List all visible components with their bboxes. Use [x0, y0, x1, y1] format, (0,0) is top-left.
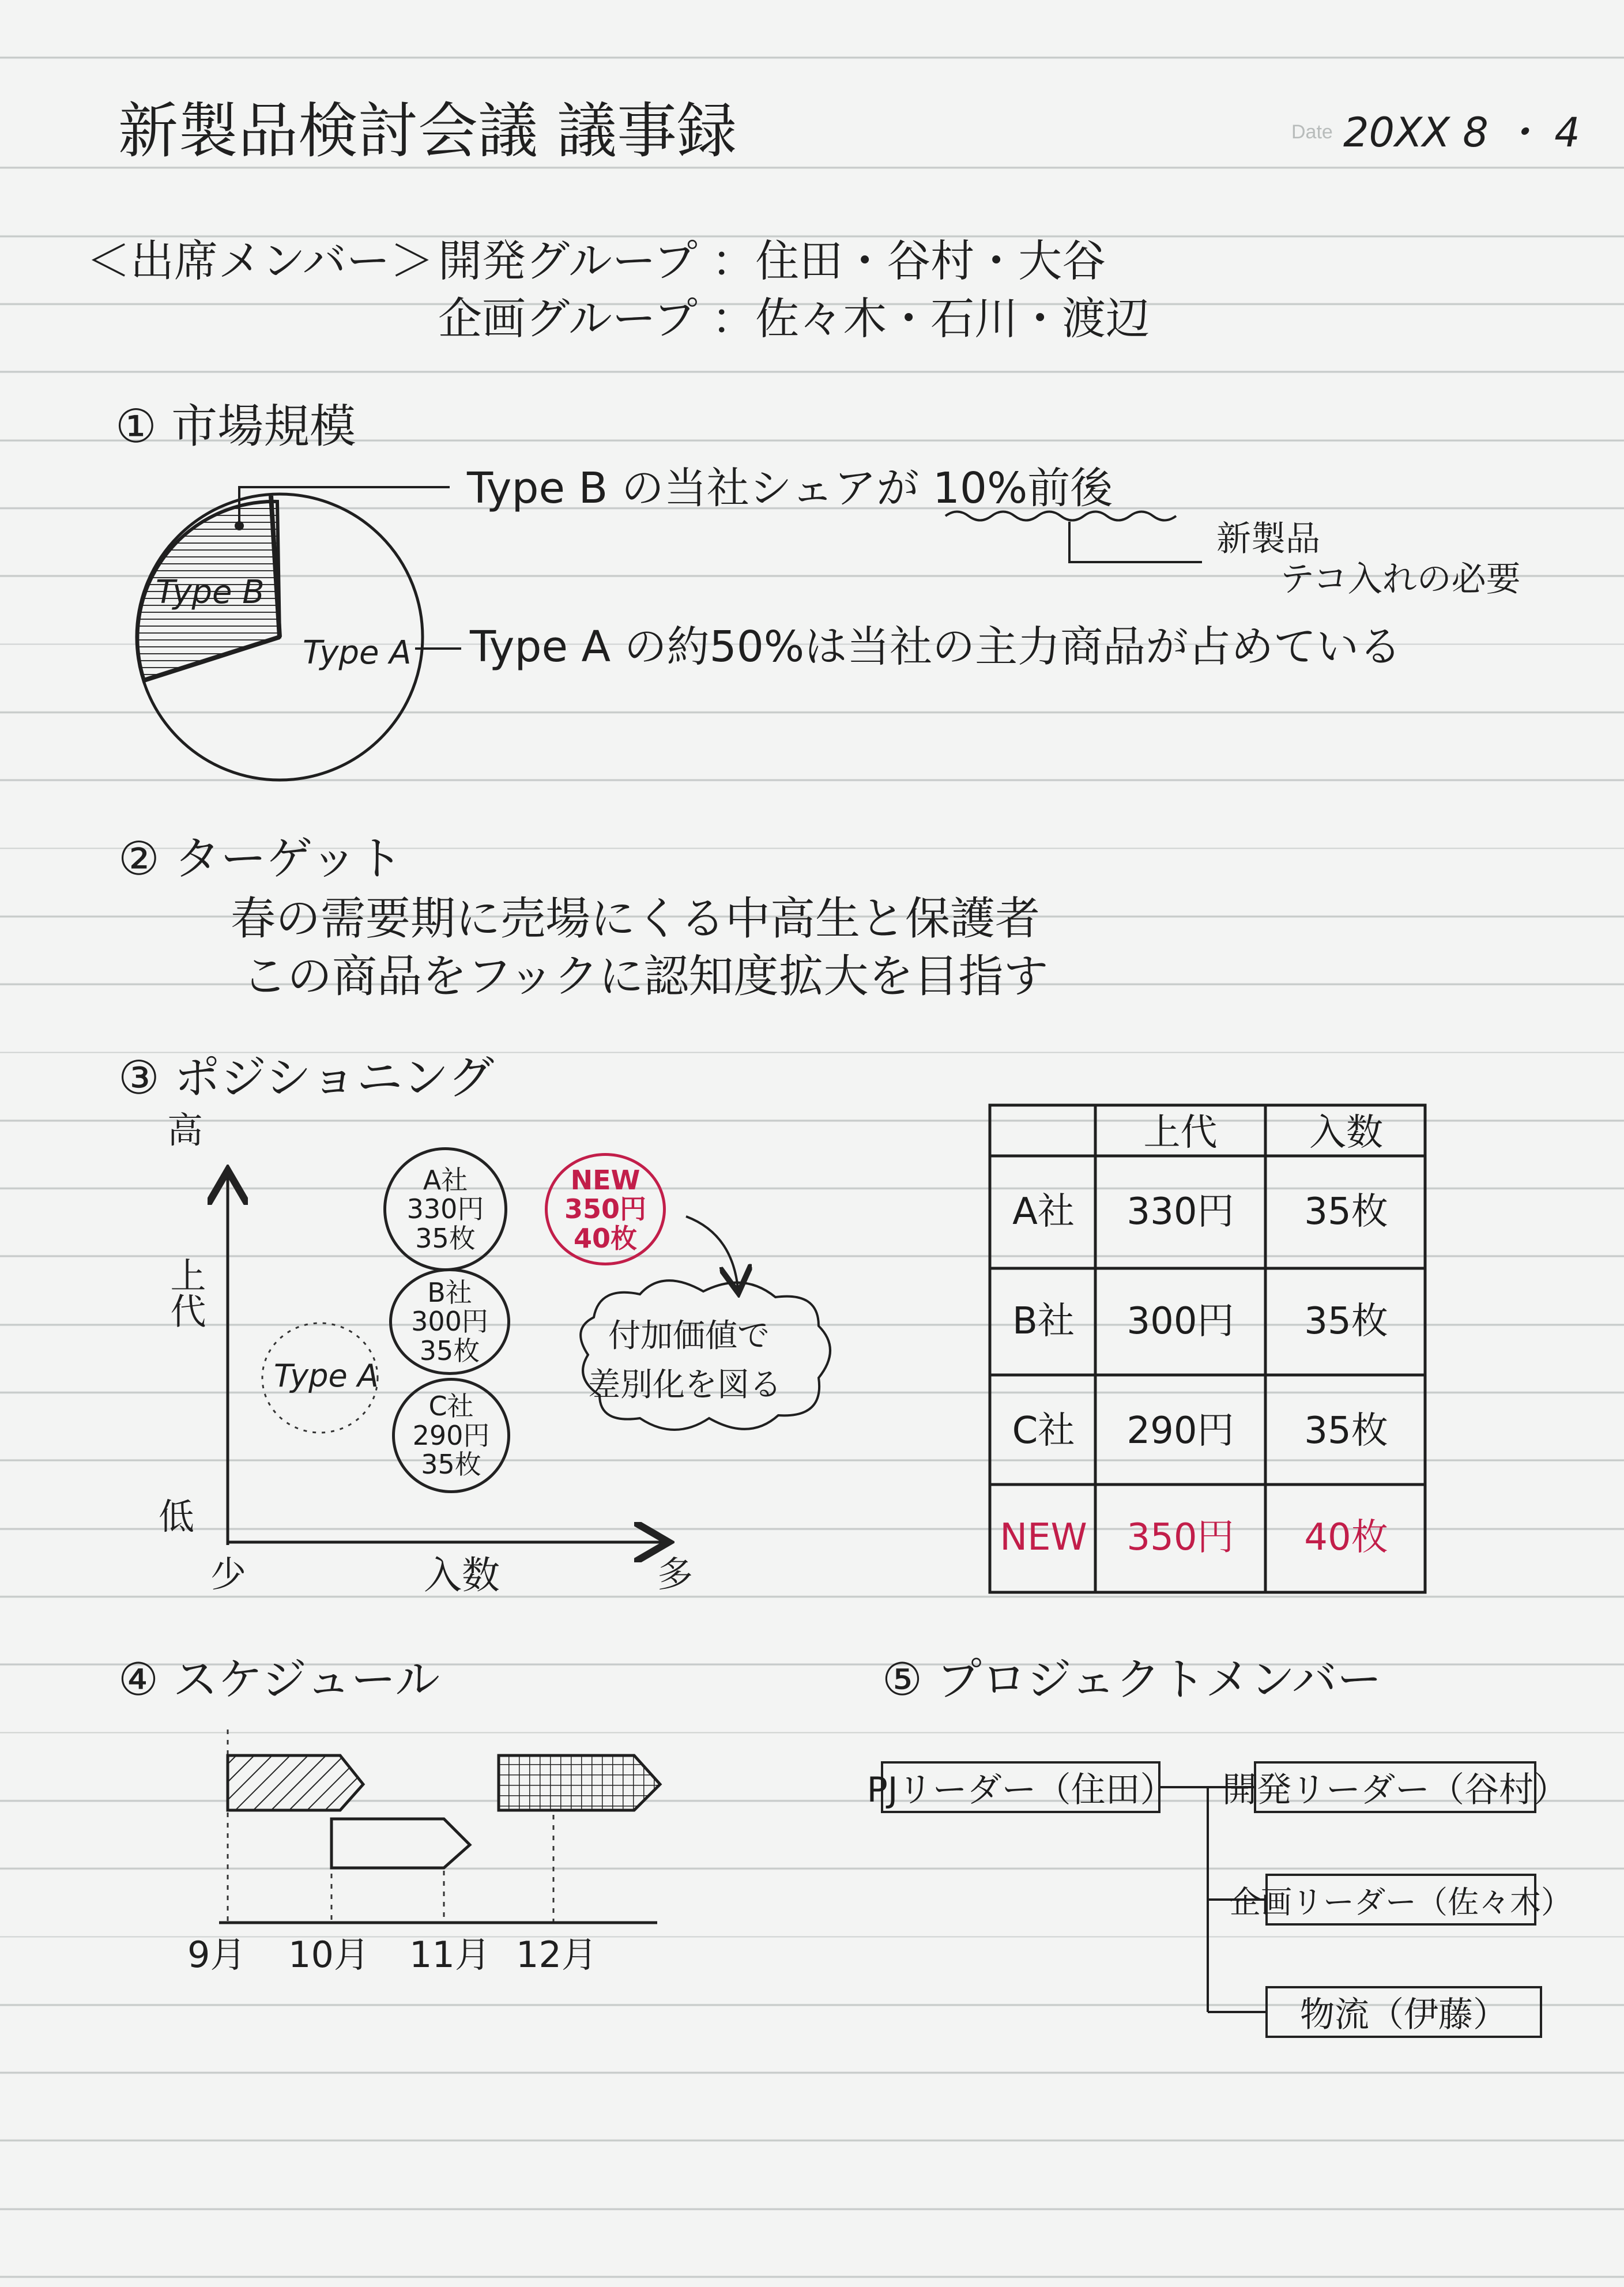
bar-development	[228, 1755, 363, 1810]
bubble-company-c	[392, 1378, 510, 1493]
bubble-b-price: 300円	[411, 1306, 488, 1337]
table-row-b-price: 300円	[1126, 1300, 1234, 1343]
y-axis-low: 低	[159, 1495, 195, 1538]
note-type-a: Type A の約50%は当社の主力商品が占めている	[470, 622, 1402, 672]
bar-planning	[331, 1819, 470, 1868]
bubble-new-name: NEW	[570, 1164, 640, 1196]
target-line-2: この商品をフックに認知度拡大を目指す	[242, 951, 1049, 1003]
bubble-a-name: A社	[423, 1164, 468, 1196]
bubble-new-product	[545, 1153, 666, 1265]
cloud-arrow	[686, 1216, 738, 1288]
schedule-gantt	[219, 1730, 660, 1923]
bubble-b-count: 35枚	[419, 1335, 480, 1366]
bubble-b-name: B社	[427, 1276, 472, 1308]
bubble-c-name: C社	[428, 1391, 474, 1422]
pie-label-type-b: Type B	[156, 574, 265, 611]
org-plan-leader: 企画リーダー（佐々木）	[1265, 1874, 1536, 1926]
section5-heading: ⑤ プロジェクトメンバー	[882, 1654, 1382, 1706]
month-label-12: 12月	[516, 1934, 597, 1976]
bubble-company-a	[383, 1147, 507, 1271]
attendees-plan-group: 企画グループ ：佐々木・石川・渡辺	[438, 293, 1150, 344]
bubble-company-b	[389, 1268, 510, 1375]
table-header-price: 上代	[1143, 1112, 1218, 1154]
table-row-c-count: 35枚	[1304, 1410, 1388, 1452]
x-axis-low: 少	[210, 1553, 247, 1595]
page-title: 新製品検討会議 議事録	[118, 96, 737, 166]
cloud-callout	[581, 1280, 830, 1430]
section1-heading: ① 市場規模	[115, 400, 356, 453]
month-label-11: 11月	[409, 1934, 491, 1976]
table-row-new-name: NEW	[1000, 1516, 1087, 1559]
attendees-label: ＜出席メンバー＞	[86, 235, 434, 287]
table-row-a-name: A社	[1012, 1190, 1075, 1233]
note-type-b-text: Type B の当社シェアが	[467, 464, 933, 513]
table-row-b-name: B社	[1012, 1300, 1075, 1343]
bubble-a-price: 330円	[406, 1193, 484, 1225]
org-pj-leader: PJリーダー（住田）	[881, 1761, 1160, 1813]
date-label: Date	[1291, 121, 1333, 143]
comparison-table	[989, 1104, 1427, 1594]
bubble-new-count: 40枚	[573, 1222, 637, 1254]
note-new-product-2: テコ入れの必要	[1280, 559, 1521, 600]
note-new-product-1: 新製品	[1216, 519, 1320, 559]
section3-heading: ③ ポジショニング	[118, 1051, 494, 1105]
bubble-a-count: 35枚	[415, 1222, 476, 1254]
cloud-text-2: 差別化を図る	[588, 1366, 782, 1404]
table-row-a-count: 35枚	[1304, 1190, 1388, 1233]
note-type-b-highlight: 10%前後	[932, 464, 1113, 513]
org-dev-leader: 開発リーダー（谷村）	[1254, 1761, 1536, 1813]
cloud-text-1: 付加価値で	[608, 1317, 770, 1355]
pie-label-type-a: Type A	[303, 634, 412, 672]
type-a-zone-label: Type A	[274, 1358, 379, 1394]
table-row-b-count: 35枚	[1304, 1300, 1388, 1343]
x-axis-label: 入数	[424, 1553, 500, 1597]
y-axis-high: 高	[167, 1109, 204, 1151]
bubble-c-count: 35枚	[421, 1449, 481, 1480]
section4-heading: ④ スケジュール	[118, 1654, 440, 1706]
bar-launch	[499, 1755, 660, 1810]
date-value: 20XX 8 ・ 4	[1343, 109, 1580, 156]
month-label-9: 9月	[187, 1934, 246, 1976]
table-header-count: 入数	[1309, 1112, 1383, 1154]
note-type-b	[467, 464, 1113, 513]
x-axis-high: 多	[657, 1553, 694, 1595]
section2-heading: ② ターゲット	[118, 832, 403, 886]
new-product-callout-line	[1069, 522, 1202, 562]
attendees-dev-group: 開発グループ ：住田・谷村・大谷	[438, 235, 1106, 287]
target-line-1: 春の需要期に売場にくる中高生と保護者	[231, 893, 1041, 945]
y-axis-label: 上代	[164, 1257, 206, 1328]
bubble-new-price: 350円	[564, 1193, 647, 1225]
table-row-new-price: 350円	[1126, 1516, 1234, 1559]
type-b-callout-dot	[235, 521, 244, 530]
bubble-c-price: 290円	[412, 1419, 490, 1451]
month-label-10: 10月	[288, 1934, 370, 1976]
org-logistics: 物流（伊藤）	[1265, 1986, 1542, 2038]
table-row-c-name: C社	[1012, 1410, 1075, 1452]
table-row-c-price: 290円	[1126, 1410, 1234, 1452]
table-row-a-price: 330円	[1126, 1190, 1234, 1233]
table-row-new-count: 40枚	[1304, 1516, 1388, 1559]
